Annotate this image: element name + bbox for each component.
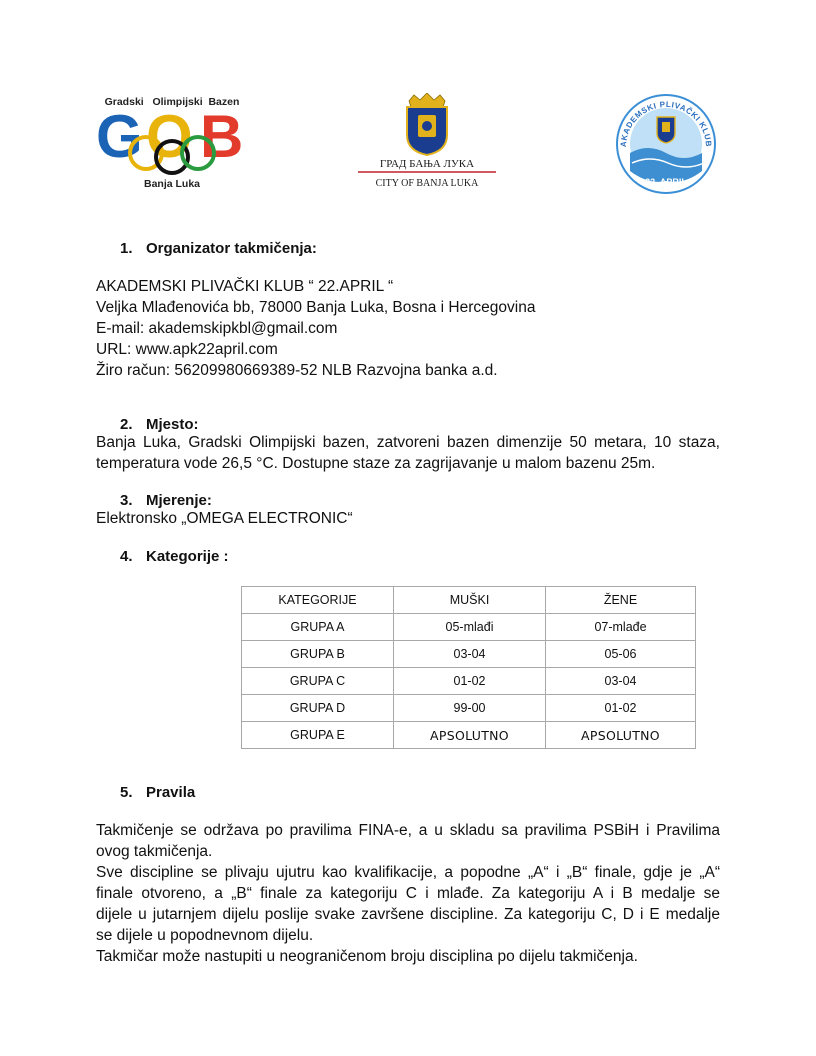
table-cell: 03-04 bbox=[546, 668, 696, 695]
section-2-title: Mjesto: bbox=[146, 416, 199, 433]
table-row bbox=[242, 722, 696, 749]
section-1-title: Organizator takmičenja: bbox=[146, 240, 317, 257]
timing-text: Elektronsko „OMEGA ELECTRONIC“ bbox=[96, 510, 353, 527]
table-cell: GRUPA C bbox=[242, 668, 394, 695]
organizer-bank-account: Žiro račun: 56209980669389-52 NLB Razvojna banka a.d. bbox=[96, 362, 498, 379]
table-row bbox=[242, 668, 696, 695]
table-cell: 05-06 bbox=[546, 641, 696, 668]
organizer-details bbox=[96, 276, 736, 381]
organizer-email: E-mail: akademskipkbl@gmail.com bbox=[96, 320, 338, 337]
table-cell: APSOLUTNO bbox=[546, 722, 696, 749]
section-5-number: 5. bbox=[120, 784, 133, 801]
rules-line: dijele u jutarnjem dijelu poslije svake završene discipline. Za kategoriju C, D i E medalje bbox=[96, 906, 720, 923]
section-1-heading bbox=[120, 240, 317, 257]
table-cell: GRUPA B bbox=[242, 641, 394, 668]
gob-logo-top-text: Gradski Olimpijski Bazen bbox=[104, 96, 240, 108]
table-cell: GRUPA A bbox=[242, 614, 394, 641]
table-header-cell: ŽENE bbox=[546, 587, 696, 614]
organizer-address: Veljka Mlađenovića bb, 78000 Banja Luka, Bosna i Hercegovina bbox=[96, 299, 536, 316]
table-cell: 01-02 bbox=[546, 695, 696, 722]
table-cell: 99-00 bbox=[394, 695, 546, 722]
city-logo-line1: ГРАД БАЊА ЛУКА bbox=[379, 158, 475, 170]
club-22-april-logo bbox=[612, 93, 720, 195]
section-4-heading bbox=[120, 548, 229, 565]
location-line-2: temperatura vode 26,5 °C. Dostupne staze za zagrijavanje u malom bazenu 25m. bbox=[96, 455, 656, 472]
table-row bbox=[242, 614, 696, 641]
table-cell: 03-04 bbox=[394, 641, 546, 668]
rules-line: Sve discipline se plivaju ujutru kao kvalifikacije, a popodne „A“ i „B“ finale, gdje je „A“ bbox=[96, 864, 720, 881]
table-cell: 07-mlađe bbox=[546, 614, 696, 641]
club-logo-bottom-text: 22. APRIL bbox=[645, 177, 687, 187]
section-5-title: Pravila bbox=[146, 784, 196, 801]
section-3-number: 3. bbox=[120, 492, 133, 509]
table-cell: 01-02 bbox=[394, 668, 546, 695]
club-logo-ring-text: AKADEMSKI PLIVAČKI KLUB bbox=[618, 99, 714, 148]
section-2-number: 2. bbox=[120, 416, 133, 433]
table-header-cell: KATEGORIJE bbox=[242, 587, 394, 614]
city-logo-line2: CITY OF BANJA LUKA bbox=[375, 178, 479, 189]
svg-text:O: O bbox=[146, 103, 193, 170]
section-3-title: Mjerenje: bbox=[146, 492, 212, 509]
section-2-heading bbox=[120, 416, 199, 433]
rules-text bbox=[96, 820, 720, 967]
rules-line: Takmičar može nastupiti u neograničenom broju disciplina po dijelu takmičenja. bbox=[96, 948, 638, 965]
gob-logo-bottom-text: Banja Luka bbox=[143, 178, 201, 190]
rules-line: ovog takmičenja. bbox=[96, 843, 213, 860]
table-row bbox=[242, 641, 696, 668]
gob-logo bbox=[96, 95, 248, 191]
organizer-name: AKADEMSKI PLIVAČKI KLUB “ 22.APRIL “ bbox=[96, 278, 394, 295]
table-row bbox=[242, 695, 696, 722]
rules-line: finale otvoreno, a „B“ finale za kategoriju C i mlađe. Za kategoriju A i B medalje se bbox=[96, 885, 720, 902]
section-5-heading bbox=[120, 784, 195, 801]
rules-line: se dijele u popodnevnom dijelu. bbox=[96, 927, 314, 944]
table-cell: GRUPA D bbox=[242, 695, 394, 722]
svg-text:G: G bbox=[96, 103, 143, 170]
table-cell: APSOLUTNO bbox=[394, 722, 546, 749]
organizer-url: URL: www.apk22april.com bbox=[96, 341, 278, 358]
location-line-1: Banja Luka, Gradski Olimpijski bazen, zatvoreni bazen dimenzije 50 metara, 10 staza, bbox=[96, 434, 720, 451]
table-header-row bbox=[242, 587, 696, 614]
table-header-cell: MUŠKI bbox=[394, 587, 546, 614]
table-cell: 05-mlađi bbox=[394, 614, 546, 641]
svg-text:B: B bbox=[200, 103, 244, 170]
rules-line: Takmičenje se održava po pravilima FINA-e, a u skladu sa pravilima PSBiH i Pravilima bbox=[96, 822, 720, 839]
section-4-title: Kategorije : bbox=[146, 548, 229, 565]
section-4-number: 4. bbox=[120, 548, 133, 565]
section-1-number: 1. bbox=[120, 240, 133, 257]
city-of-banja-luka-logo bbox=[356, 93, 498, 195]
location-text bbox=[96, 432, 720, 474]
table-cell: GRUPA E bbox=[242, 722, 394, 749]
section-3-heading bbox=[120, 492, 212, 509]
categories-table bbox=[241, 586, 696, 749]
